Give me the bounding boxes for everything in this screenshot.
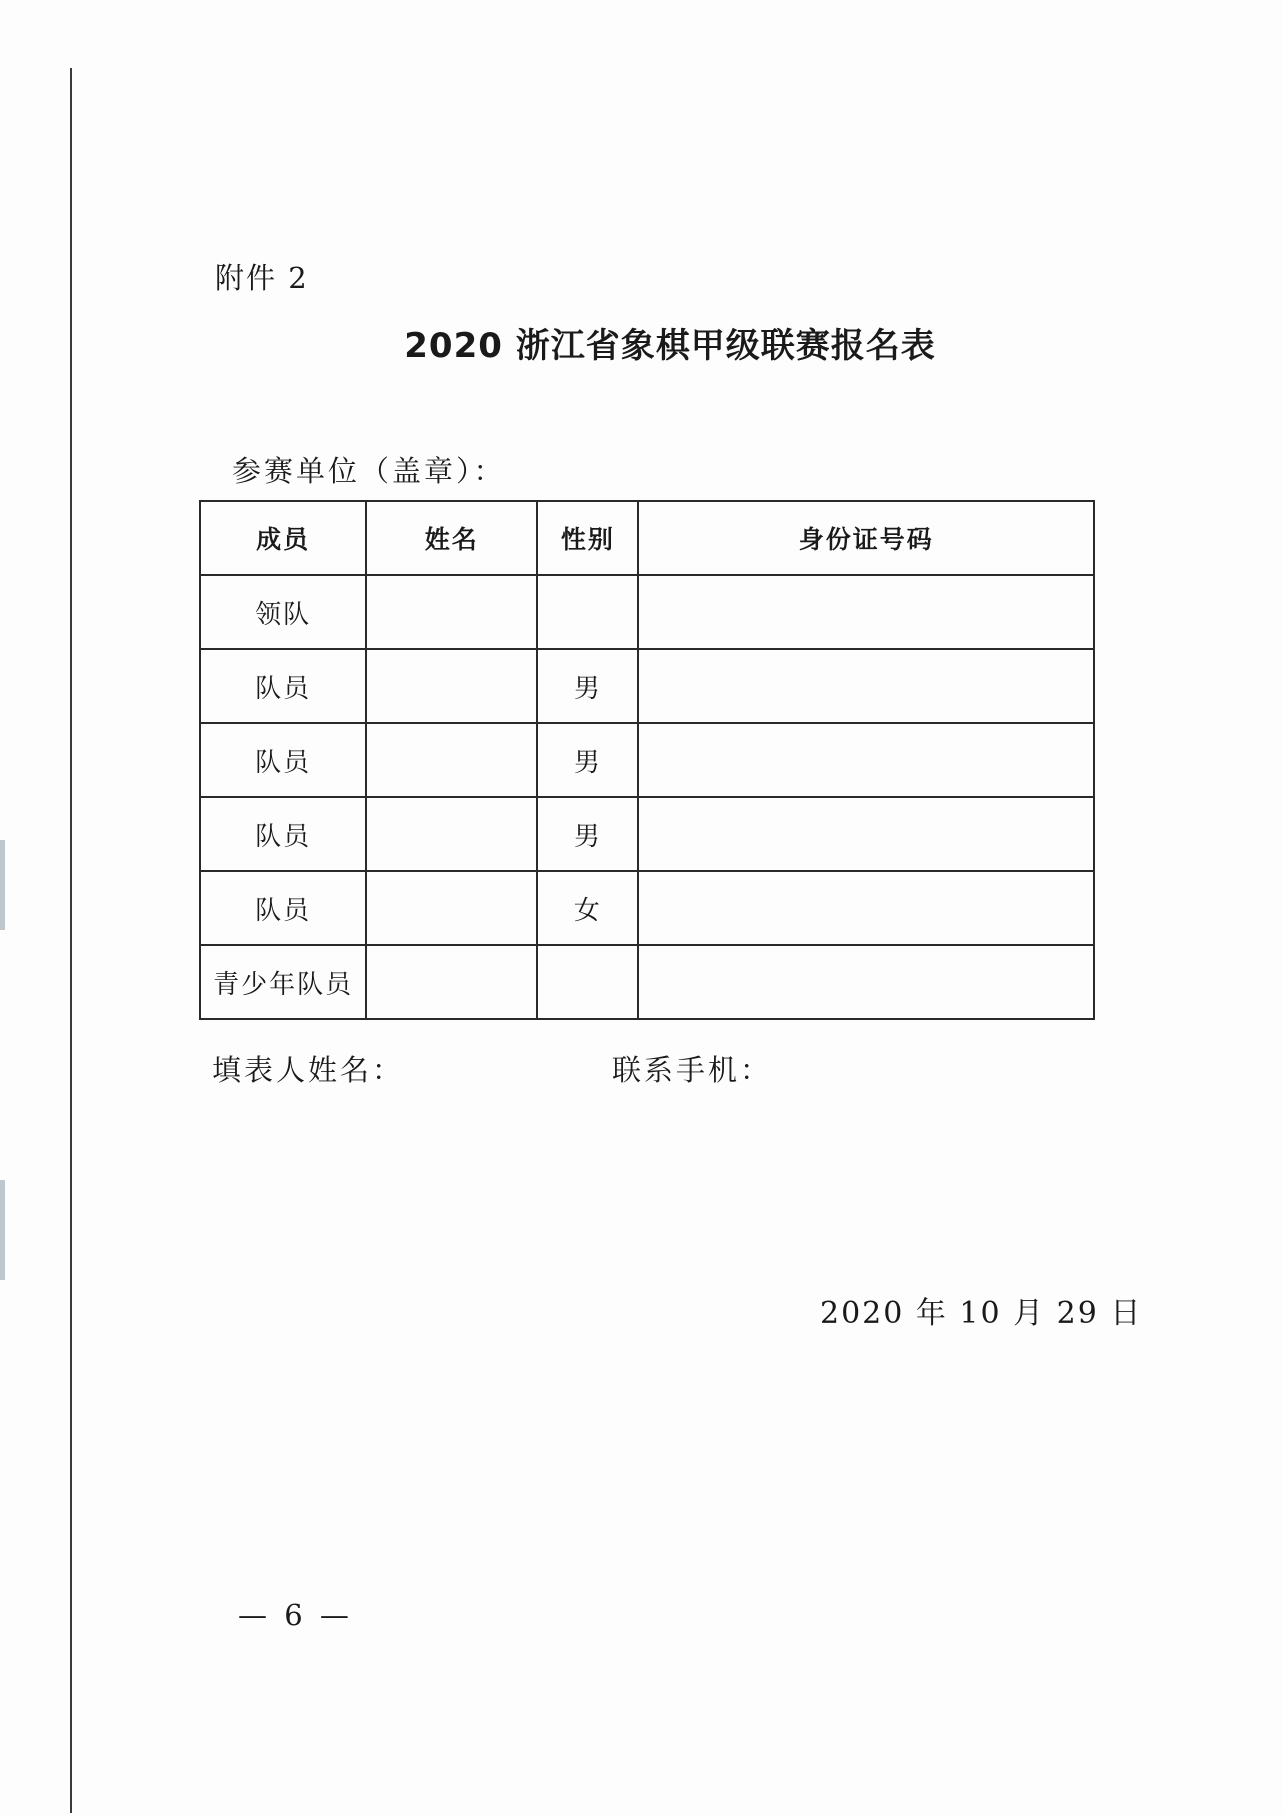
header-gender: 性别	[537, 501, 638, 575]
name-cell[interactable]	[366, 871, 537, 945]
table-row	[200, 649, 1094, 723]
table-header-row	[200, 501, 1094, 575]
name-cell[interactable]	[366, 723, 537, 797]
table-row	[200, 575, 1094, 649]
id-number-cell[interactable]	[638, 649, 1094, 723]
table-row	[200, 797, 1094, 871]
table-row	[200, 723, 1094, 797]
registration-table	[199, 500, 1095, 1020]
scan-edge-mark	[0, 840, 5, 930]
gender-cell: 男	[537, 649, 638, 723]
contact-phone-label: 联系手机：	[612, 1053, 773, 1087]
gender-cell[interactable]	[537, 575, 638, 649]
id-number-cell[interactable]	[638, 797, 1094, 871]
role-cell: 队员	[200, 797, 366, 871]
scan-edge-mark	[0, 1180, 5, 1280]
id-number-cell[interactable]	[638, 945, 1094, 1019]
role-cell: 青少年队员	[200, 945, 366, 1019]
form-title: 2020 浙江省象棋甲级联赛报名表	[404, 326, 936, 366]
name-cell[interactable]	[366, 945, 537, 1019]
name-cell[interactable]	[366, 797, 537, 871]
role-cell: 队员	[200, 649, 366, 723]
form-filler-name-label: 填表人姓名：	[212, 1053, 405, 1087]
gender-cell[interactable]	[537, 945, 638, 1019]
name-cell[interactable]	[366, 649, 537, 723]
role-cell: 领队	[200, 575, 366, 649]
role-cell: 队员	[200, 723, 366, 797]
name-cell[interactable]	[366, 575, 537, 649]
gender-cell: 男	[537, 723, 638, 797]
table-row	[200, 871, 1094, 945]
id-number-cell[interactable]	[638, 575, 1094, 649]
id-number-cell[interactable]	[638, 871, 1094, 945]
gender-cell: 女	[537, 871, 638, 945]
document-date: 2020 年 10 月 29 日	[820, 1296, 1143, 1331]
role-cell: 队员	[200, 871, 366, 945]
page-number: — 6 —	[238, 1598, 353, 1632]
header-id-number: 身份证号码	[638, 501, 1094, 575]
header-name: 姓名	[366, 501, 537, 575]
table-row	[200, 945, 1094, 1019]
id-number-cell[interactable]	[638, 723, 1094, 797]
gender-cell: 男	[537, 797, 638, 871]
attachment-label: 附件 2	[215, 261, 309, 295]
header-member: 成员	[200, 501, 366, 575]
participating-unit-label: 参赛单位（盖章）：	[232, 454, 506, 488]
